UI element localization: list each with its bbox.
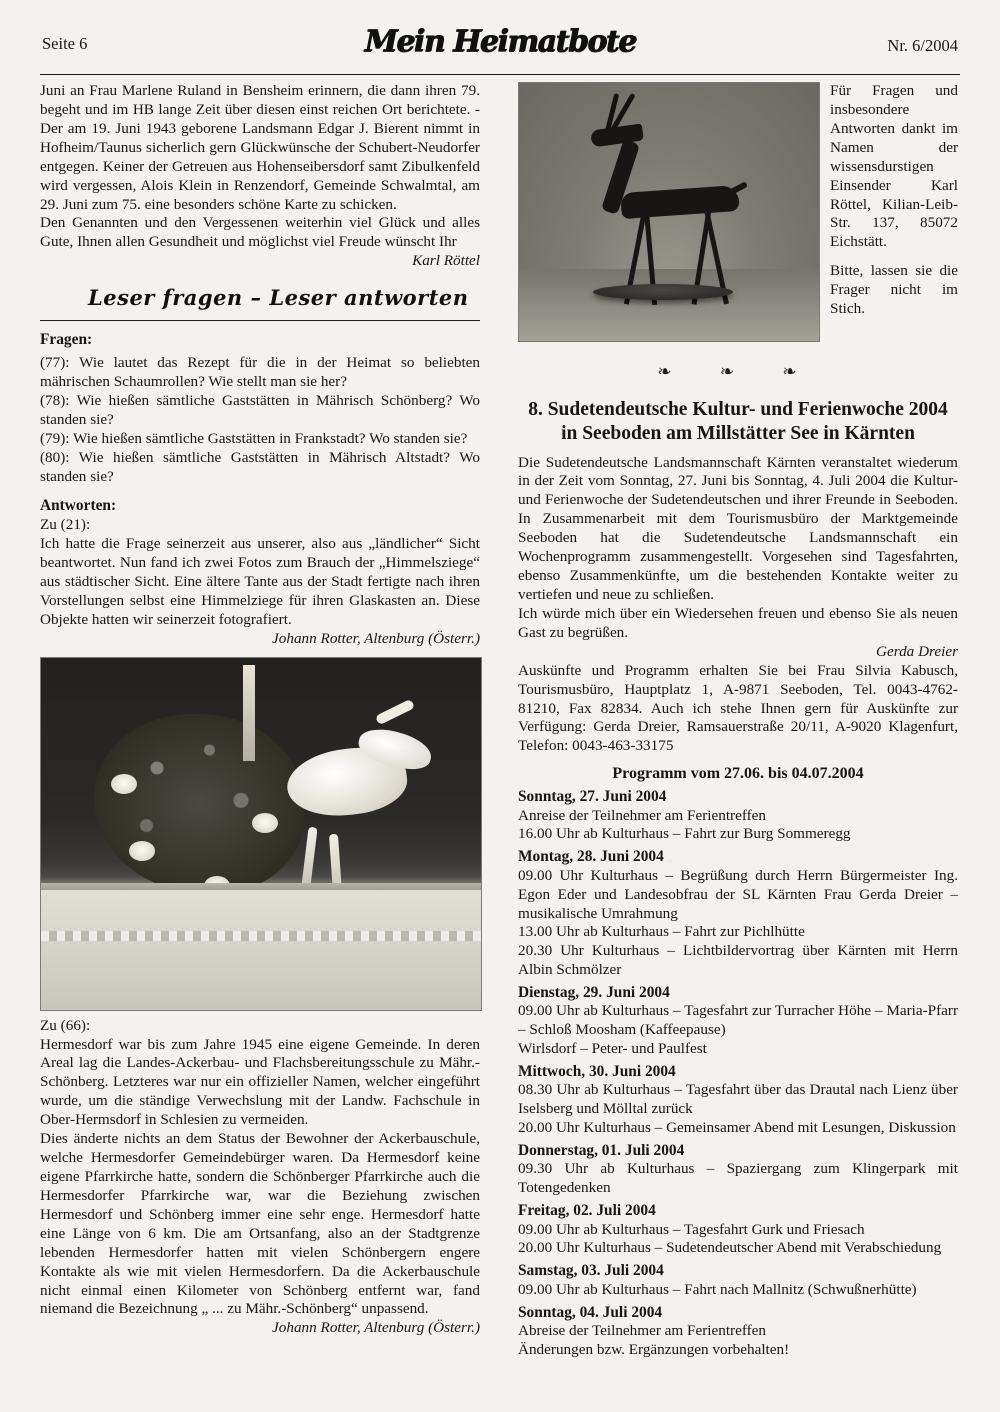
editor-note [830, 82, 958, 319]
article-title: 8. Sudetendeutsche Kultur- und Ferienwoche 2004 in Seeboden am Millstätter See in Kärnten [528, 399, 948, 444]
program-day-label: Donnerstag, 01. Juli 2004 [518, 1142, 685, 1160]
program-day-4 [518, 1141, 958, 1198]
publication-logo: Mein Heimatbote [364, 24, 636, 59]
program-line: 09.00 Uhr ab Kulturhaus – Tagesfahrt zur Turracher Höhe – Maria-Pfarr – Schloß Moosham (Kaffeepause) [518, 1002, 958, 1039]
photo-decor-candle [243, 665, 255, 761]
answer-21-label: Zu (21): [40, 516, 91, 534]
program-line: Wirlsdorf – Peter- und Paulfest [518, 1040, 707, 1058]
photo-decor-flower [111, 774, 137, 794]
holzfigur-hirsch-photo [518, 82, 820, 342]
program-day-label: Mittwoch, 30. Juni 2004 [518, 1063, 676, 1081]
left-column [40, 82, 480, 1338]
program-day-label: Sonntag, 04. Juli 2004 [518, 1303, 663, 1321]
answer-66-paragraph-2: Dies änderte nichts an dem Status der Bewohner der Ackerbauschule, welche Hermesdorfer Gemeindebürger waren. Da Hermesdorf keine eigene Pfarrkirche hatte, sondern die Schönberger Pfarrkirche auch die Hermesdorfer Pfarrkirche war, war die Beziehung zwischen Hermesdorf und Schönberg immer eine sehr enge. Hermesdorf hatte eine Länge von 6 km. Die am Ortsanfang, also an der Stadtgrenze lebenden Hermesdorfer hatten mit vielen Schönbergern engere Kontakte als wie mit vielen Hermesdorfern. Da die Ackerbauschule nicht einmal einen Kilometer von Schönberg entfernt war, fand niemand die Bezeichnung „ ... zu Mähr.-Schönberg“ unpassend. [40, 1130, 480, 1318]
program-closing-note: Änderungen bzw. Ergänzungen vorbehalten! [518, 1340, 790, 1358]
right-column [518, 82, 958, 1360]
program-line: Abreise der Teilnehmer am Ferientreffen [518, 1321, 767, 1339]
content-columns [40, 82, 960, 1382]
intro-signature: Karl Röttel [412, 252, 480, 270]
photo-background-floor [519, 269, 819, 341]
photo-decor-flower [129, 841, 155, 861]
program-line: 13.00 Uhr ab Kulturhaus – Fahrt zur Pichlhütte [518, 923, 805, 941]
program-day-1 [518, 847, 958, 980]
photo-decor-greenery [94, 714, 304, 894]
question-80: (80): Wie hießen sämtliche Gaststätten in Mährisch Altstadt? Wo standen sie? [40, 449, 480, 485]
program-day-7 [518, 1303, 958, 1360]
photo-figure-body [620, 185, 740, 219]
editor-note-paragraph-2: Bitte, lassen sie die Frager nicht im Stich. [830, 262, 958, 318]
issue-number: Nr. 6/2004 [887, 36, 958, 55]
program-day-label: Dienstag, 29. Juni 2004 [518, 984, 670, 1002]
program-line: 09.00 Uhr Kulturhaus – Begrüßung durch Herrn Bürgermeister Ing. Egon Eder und Landesobfrau der SL Kärnten Frau Gerda Dreier – musikalische Umrahmung [518, 866, 958, 922]
page-number: Seite 6 [42, 34, 88, 53]
program-line: 08.30 Uhr ab Kulturhaus – Tagesfahrt über das Drautal nach Lienz über Iselsberg und Mölltal zurück [518, 1081, 958, 1118]
program-line: 09.00 Uhr ab Kulturhaus – Tagesfahrt Gurk und Friesach [518, 1220, 865, 1238]
intro-paragraph-2: Den Genannten und den Vergessenen weiterhin viel Glück und alles Gute, Ihnen allen Gesundheit und möglichst viel Freude wünscht Ihr [40, 214, 480, 251]
program-line: 09.00 Uhr ab Kulturhaus – Fahrt nach Mallnitz (Schwußnerhütte) [518, 1280, 917, 1298]
questions-label: Fragen: [40, 331, 93, 349]
section-heading-leser-fragen [40, 286, 480, 321]
ornament-divider: ❧ ❧ ❧ [657, 362, 819, 381]
program-day-6 [518, 1261, 958, 1299]
photo-goat-leg [301, 826, 317, 887]
page-sheet [40, 22, 960, 1382]
question-77: (77): Wie lautet das Rezept für die in der Heimat so beliebten mährischen Schaumrollen? Wie stellt man sie her? [40, 354, 480, 391]
program-line: Anreise der Teilnehmer am Ferientreffen [518, 806, 767, 824]
intro-paragraph-1: Juni an Frau Marlene Ruland in Bensheim erinnern, die dann ihren 79. begeht und im HB lange Zeit über diesen einst reichen Ort berichtete. - Der am 19. Juni 1943 geborene Landsmann Edgar J. Bierent nimmt in Hofheim/Taunus sicherlich gern Glückwünsche der Schubert-Neudorfer entgegen. Keiner der Getreuen aus Hohenseibersdorf samt Zibulkenfeld wird vergessen, Alois Klein in Renzendorf, Gemeinde Schwalmtal, am 29. Juni zum 75. eine besonders schöne Karte zu schicken. [40, 82, 480, 213]
article-signature: Gerda Dreier [876, 642, 958, 660]
program-day-0 [518, 787, 958, 844]
article-paragraph-2: Ich würde mich über ein Wiedersehen freuen und ebenso Sie als neuen Gast zu begrüßen. [518, 604, 958, 641]
program-day-label: Montag, 28. Juni 2004 [518, 848, 664, 866]
program-day-2 [518, 983, 958, 1059]
answer-66-signature: Johann Rotter, Altenburg (Österr.) [272, 1319, 480, 1337]
right-top-block [518, 82, 958, 350]
editor-note-paragraph-1: Für Fragen und insbesondere Antworten dankt im Namen der wissensdurstigen Einsender Karl Röttel, Kilian-Leib-Str. 137, 85072 Eichstätt. [830, 82, 958, 251]
question-79: (79): Wie hießen sämtliche Gaststätten in Frankstadt? Wo standen sie? [40, 430, 468, 448]
program-line: 20.00 Uhr Kulturhaus – Gemeinsamer Abend mit Lesungen, Diskussion [518, 1119, 956, 1137]
program-line: 16.00 Uhr ab Kulturhaus – Fahrt zur Burg Sommeregg [518, 825, 851, 843]
masthead [40, 22, 960, 75]
photo-goat-horn [375, 699, 415, 726]
program-day-label: Sonntag, 27. Juni 2004 [518, 788, 667, 806]
himmelsziege-photo [40, 657, 482, 1011]
photo-tablecloth [41, 890, 481, 1010]
program-day-label: Samstag, 03. Juli 2004 [518, 1262, 664, 1280]
question-78: (78): Wie hießen sämtliche Gaststätten in Mährisch Schönberg? Wo standen sie? [40, 392, 480, 429]
program-day-3 [518, 1062, 958, 1138]
answer-66-label: Zu (66): [40, 1016, 91, 1034]
article-paragraph-1: Die Sudetendeutsche Landsmannschaft Kärnten veranstaltet wiederum in der Zeit vom Sonntag, 27. Juni bis Sonntag, 4. Juli 2004 die Kultur- und Ferienwoche der Sudetendeutschen und ihrer Freunde in Seeboden. In Zusammenarbeit mit dem Tourismusbüro der Marktgemeinde Seeboden hat die Sudetendeutsche Landsmannschaft ein Wochenprogramm zusammengestellt. Vorgesehen sind Tagesfahrten, ebenso Zusammenkünfte, um die bestehenden Kontakte weiter zu vertiefen und neue zu schließen. [518, 453, 958, 604]
program-title: Programm vom 27.06. bis 04.07.2004 [612, 765, 864, 783]
program-line: 20.30 Uhr Kulturhaus – Lichtbildervortrag über Kärnten mit Herrn Albin Schmölzer [518, 942, 958, 979]
article-contact-paragraph: Auskünfte und Programm erhalten Sie bei Frau Silvia Kabusch, Tourismusbüro, Hauptplatz 1, A-9871 Seeboden, Tel. 0043-4762-81210, Fax 82834. Auch ich stehe Ihnen gern für Auskünfte zur Verfügung: Gerda Dreier, Ramsauerstraße 20/11, A-9020 Klagenfurt, Telefon: 0043-463-33175 [518, 661, 958, 755]
answers-label: Antworten: [40, 496, 117, 514]
program-line: 20.00 Uhr Kulturhaus – Sudetendeutscher Abend mit Verabschiedung [518, 1239, 942, 1257]
program-day-label: Freitag, 02. Juli 2004 [518, 1202, 656, 1220]
photo-decor-flower [252, 813, 278, 833]
program-line: 09.30 Uhr ab Kulturhaus – Spaziergang zum Klingerpark mit Totengedenken [518, 1160, 958, 1197]
section-heading-label: Leser fragen – Leser antworten [88, 285, 469, 311]
answer-21-text: Ich hatte die Frage seinerzeit aus unserer, also aus „ländlicher“ Sicht beantwortet. Nun fand ich zwei Fotos zum Brauch der „Himmelsziege“ aus städtischer Sicht. Eine ältere Tante aus der Stadt fertigte nach ihren Vorstellungen selbst eine Himmelziege für ihren Glaskasten an. Diese Objekte hatten wir seinerzeit fotografiert. [40, 535, 480, 628]
answer-21-signature: Johann Rotter, Altenburg (Österr.) [272, 629, 480, 647]
answer-66-paragraph-1: Hermesdorf war bis zum Jahre 1945 eine eigene Gemeinde. In deren Areal lag die Landes-Ackerbau- und Flachsbereitungsschule zu Mähr.-Schönberg. Letzteres war nur ein offizieller Namen, welcher eingeführt wurde, um die ständige Verwechslung mit der Landw. Fachschule in Ober-Hermsdorf in Schlesien zu vermeiden. [40, 1035, 480, 1129]
program-day-5 [518, 1201, 958, 1258]
